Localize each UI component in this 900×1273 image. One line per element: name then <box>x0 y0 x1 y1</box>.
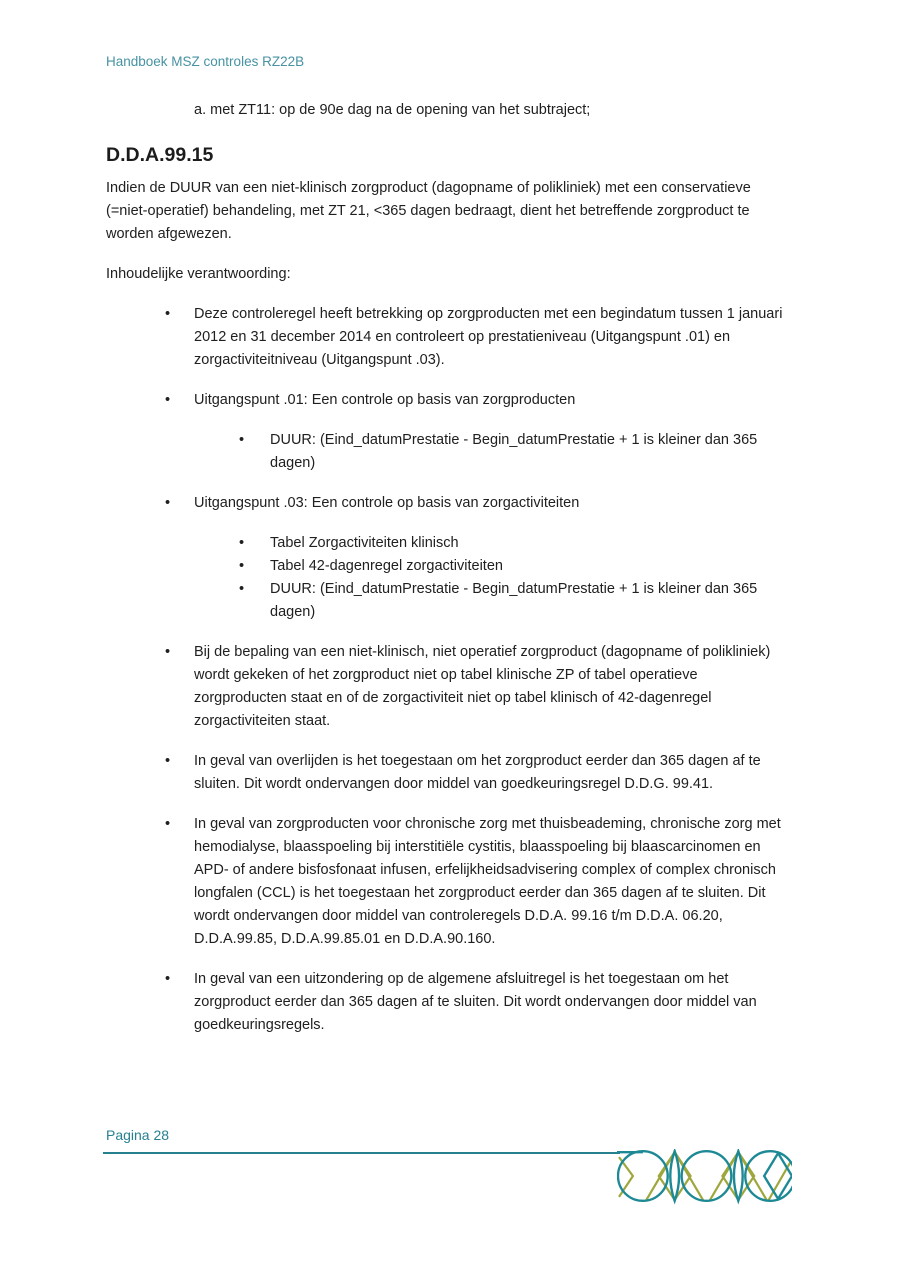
bullet-icon: • <box>165 495 171 511</box>
list-item-text: DUUR: (Eind_datumPrestatie - Begin_datumPrestatie + 1 is kleiner dan 365 dagen) <box>270 581 758 620</box>
bullet-icon: • <box>239 535 245 551</box>
list-item <box>106 968 792 1037</box>
list-item <box>106 389 792 412</box>
list-item <box>106 578 792 624</box>
bullet-icon: • <box>239 432 245 448</box>
list-item-text: In geval van overlijden is het toegestaan om het zorgproduct eerder dan 365 dagen af te sluiten. Dit wordt ondervangen door middel van goedkeuringsregel D.D.G. 99.41. <box>194 753 761 792</box>
list-item-text: Tabel Zorgactiviteiten klinisch <box>270 535 459 551</box>
list-item <box>106 532 792 555</box>
page-content <box>106 0 792 1037</box>
list-item <box>106 555 792 578</box>
list-item-text: In geval van zorgproducten voor chronische zorg met thuisbeademing, chronische zorg met hemodialyse, blaasspoeling bij interstitiële cystitis, blaasspoeling bij blaascarcinomen en APD- of andere bisfosfonaat infusen, erfelijkheidsadvisering complex of complex chronisch longfalen (CCL) is het toegestaan het zorgproduct eerder dan 365 dagen af te sluiten. Dit wordt ondervangen door middel van controleregels D.D.A. 99.16 t/m D.D.A. 06.20, D.D.A.99.85, D.D.A.99.85.01 en D.D.A.90.160. <box>194 816 781 947</box>
list-item <box>106 641 792 733</box>
list-item-text: In geval van een uitzondering op de algemene afsluitregel is het toegestaan om het zorgproduct eerder dan 365 dagen af te sluiten. Dit wordt ondervangen door middel van goedkeuringsregels. <box>194 971 757 1033</box>
bullet-icon: • <box>165 644 171 660</box>
sub-item-a: a. met ZT11: op de 90e dag na de opening van het subtraject; <box>194 102 591 118</box>
list-item-text: Bij de bepaling van een niet-klinisch, niet operatief zorgproduct (dagopname of polikliniek) wordt gekeken of het zorgproduct niet op tabel klinische ZP of tabel operatieve zorgproducten staat en of de zorgactiviteit niet op tabel klinisch of 42-dagenregel zorgactiviteiten staat. <box>194 644 771 729</box>
list-item-text: Deze controleregel heeft betrekking op zorgproducten met een begindatum tussen 1 januari 2012 en 31 december 2014 en controleert op prestatieniveau (Uitgangspunt .01) en zorgactiviteitniveau (Uitgangspunt .03). <box>194 306 783 368</box>
bullet-icon: • <box>165 816 171 832</box>
document-header: Handboek MSZ controles RZ22B <box>106 54 305 69</box>
list-item-text: DUUR: (Eind_datumPrestatie - Begin_datumPrestatie + 1 is kleiner dan 365 dagen) <box>270 432 758 471</box>
list-item-text: Uitgangspunt .01: Een controle op basis van zorgproducten <box>194 392 576 408</box>
paragraph-intro: Indien de DUUR van een niet-klinisch zorgproduct (dagopname of polikliniek) met een conservatieve (=niet-operatief) behandeling, met ZT 21, <365 dagen bedraagt, dient het betreffende zorgproduct te worden afgewezen. <box>106 180 751 242</box>
list-item <box>106 813 792 951</box>
bullet-icon: • <box>165 971 171 987</box>
page-number: Pagina 28 <box>106 1127 170 1143</box>
section-heading: D.D.A.99.15 <box>106 144 214 166</box>
list-item-text: Uitgangspunt .03: Een controle op basis van zorgactiviteiten <box>194 495 580 511</box>
brand-logo-icon <box>617 1149 792 1205</box>
list-item <box>106 303 792 372</box>
list-item-text: Tabel 42-dagenregel zorgactiviteiten <box>270 558 503 574</box>
bullet-icon: • <box>239 581 245 597</box>
bullet-icon: • <box>239 558 245 574</box>
bullet-icon: • <box>165 392 171 408</box>
list-item <box>106 750 792 796</box>
bullet-icon: • <box>165 753 171 769</box>
section-label: Inhoudelijke verantwoording: <box>106 266 291 282</box>
footer-rule <box>103 1152 620 1154</box>
bullet-list <box>106 303 792 1037</box>
list-item <box>106 492 792 515</box>
bullet-icon: • <box>165 306 171 322</box>
list-item <box>106 429 792 475</box>
